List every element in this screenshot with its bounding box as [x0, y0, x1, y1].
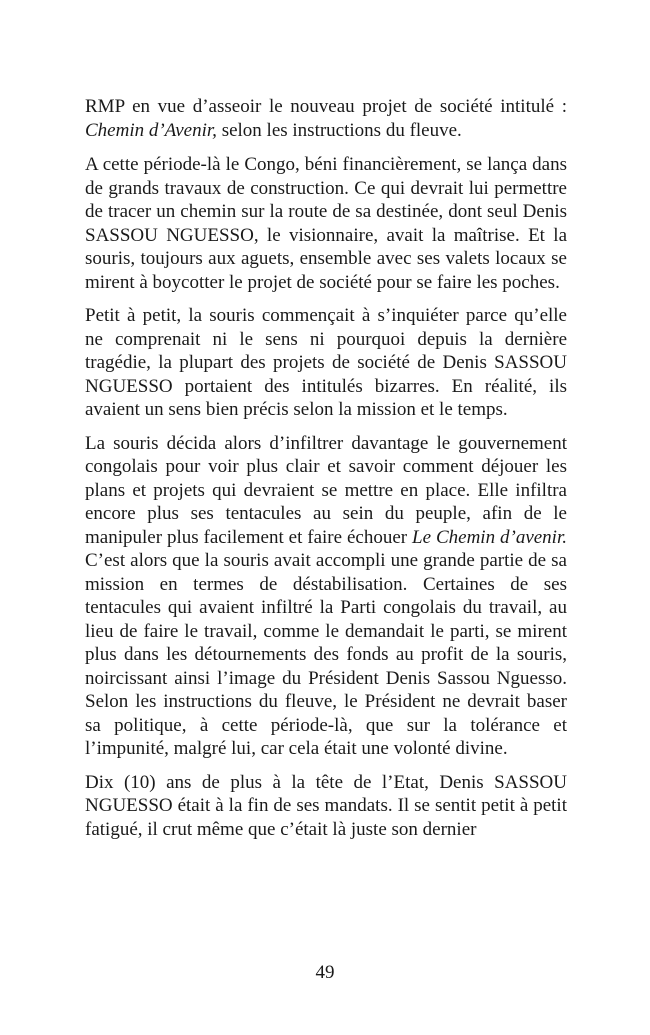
text-run: C’est alors que la souris avait accompli une grande partie de sa mission en termes de déstabilisation. Certaines de ses tentacules qui avaient infiltré la Parti congolais du travail, au lieu de faire le travail, comme le demandait le parti, se mirent plus dans les détournements des fonds au profit de la souris, noircissant ainsi l’image du Président Denis Sassou Nguesso. Selon les instructions du fleuve, le Président ne devrait baser sa politique, à cette période-là, que sur la tolérance et l’impunité, malgré lui, car cela était une volonté divine.	[85, 550, 567, 759]
paragraph	[85, 432, 567, 761]
text-run: selon les instructions du fleuve.	[216, 119, 462, 141]
page-body	[85, 95, 567, 851]
text-run: RMP en vue d’asseoir le nouveau projet de société intitulé :	[85, 96, 567, 117]
italic-title: Chemin d’Avenir,	[85, 119, 217, 141]
text-run: A cette période-là le Congo, béni financièrement, se lança dans de grands travaux de construction. Ce qui devrait lui permettre de tracer un chemin sur la route de sa destinée, dont seul Denis SASSOU NGUESSO, le visionnaire, avait la maîtrise. Et la souris, toujours aux aguets, ensemble avec ses valets locaux se mirent à boycotter le projet de société pour se faire les poches.	[85, 154, 567, 293]
text-run: La souris décida alors d’infiltrer davantage le gouvernement congolais pour voir plus clair et savoir comment déjouer les plans et projets qui devraient se mettre en place. Elle infiltra encore plus ses tentacules au sein du peuple, afin de le manipuler plus facilement et faire échouer	[85, 432, 567, 548]
text-run: Petit à petit, la souris commençait à s’inquiéter parce qu’elle ne comprenait ni le sens ni pourquoi depuis la dernière tragédie, la plupart des projets de société de Denis SASSOU NGUESSO portaient des intitulés bizarres. En réalité, ils avaient un sens bien précis selon la mission et le temps.	[85, 305, 567, 420]
text-run: Dix (10) ans de plus à la tête de l’Etat, Denis SASSOU NGUESSO était à la fin de ses mandats. Il se sentit petit à petit fatigué, il crut même que c’était là juste son dernier	[85, 771, 567, 840]
paragraph	[85, 771, 567, 842]
paragraph	[85, 304, 567, 422]
italic-title: Le Chemin d’avenir.	[412, 526, 568, 548]
paragraph	[85, 153, 567, 294]
paragraph	[85, 95, 567, 142]
page-number: 49	[315, 962, 335, 983]
